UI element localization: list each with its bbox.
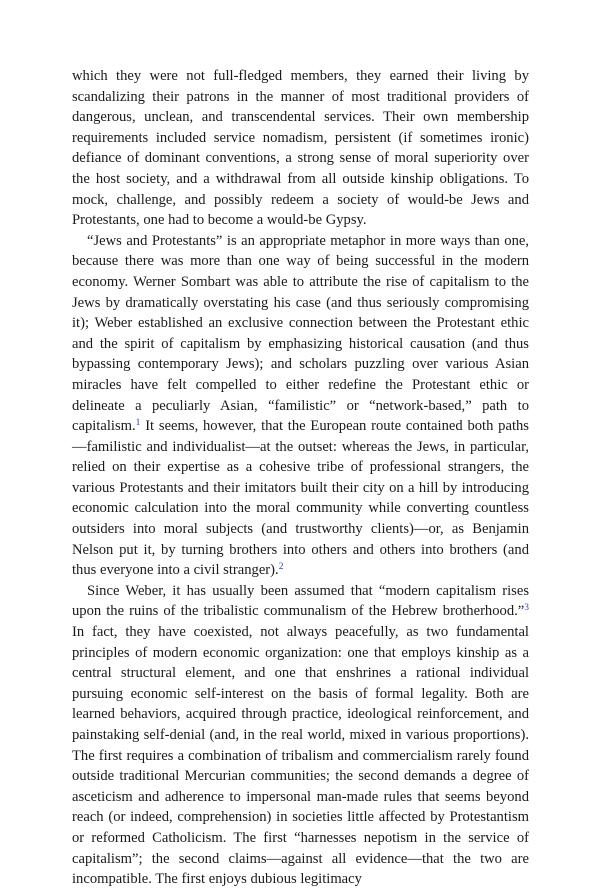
paragraph-text: It seems, however, that the European route contained both paths—familistic and individualist—at the outset: whereas the Jews, in particular, relied on their expertise as a cohesive tribe of professional strangers, the various Protestants and their imitators built their city on a hill by introducing economic calculation into the moral community while converting countless outsiders into moral subjects (and trustworthy clients)—or, as Benjamin Nelson put it, by turning brothers into others and others into brothers (and thus everyone into a civil stranger).: [72, 418, 529, 579]
paragraph-text: which they were not full-fledged members, they earned their living by scandalizing their patrons in the manner of most traditional providers of dangerous, unclean, and transcendental services. Their own membership requirements included service nomadism, persistent (if sometimes ironic) defiance of dominant conventions, a strong sense of moral superiority over the host society, and a withdrawal from all outside kinship obligations. To mock, challenge, and possibly redeem a society of would-be Jews and Protestants, one had to become a would-be Gypsy.: [72, 68, 529, 229]
body-paragraph: [72, 581, 529, 890]
footnote-reference-link[interactable]: 2: [278, 562, 284, 573]
paragraph-text: Since Weber, it has usually been assumed that “modern capitalism rises upon the ruins of the tribalistic communalism of the Hebrew brotherhood.”: [72, 582, 529, 620]
footnote-reference-link[interactable]: 3: [524, 603, 529, 614]
paragraph-text: In fact, they have coexisted, not always peacefully, as two fundamental principles of modern economic organization: one that employs kinship as a central structural element, and one that enshrines a rational individual pursuing economic self-interest on the basis of formal legality. Both are learned behaviors, acquired through practice, ideological reinforcement, and painstaking self-denial (and, in the real world, mixed in various proportions). The first requires a combination of tribalism and commercialism rarely found outside traditional Mercurian communities; the second demands a degree of asceticism and adherence to impersonal man-made rules that seems beyond reach (or indeed, comprehension) in societies little affected by Protestantism or reformed Catholicism. The first “harnesses nepotism in the service of capitalism”; the second claims—against all evidence—that the two are incompatible. The first enjoys dubious legitimacy: [72, 624, 529, 888]
body-paragraph: [72, 231, 529, 581]
page-body: [72, 66, 529, 890]
body-paragraph: [72, 66, 529, 231]
footnote-reference-link[interactable]: 1: [135, 418, 141, 429]
paragraph-text: “Jews and Protestants” is an appropriate metaphor in more ways than one, because there was more than one way of being successful in the modern economy. Werner Sombart was able to attribute the rise of capitalism to the Jews by dramatically overstating his case (and thus seriously compromising it); Weber established an exclusive connection between the Protestant ethic and the spirit of capitalism by emphasizing historical causation (and thus bypassing contemporary Jews); and scholars puzzling over various Asian miracles have felt compelled to either redefine the Protestant ethic or delineate a peculiarly Asian, “familistic” or “network-based,” path to capitalism.: [72, 232, 529, 435]
